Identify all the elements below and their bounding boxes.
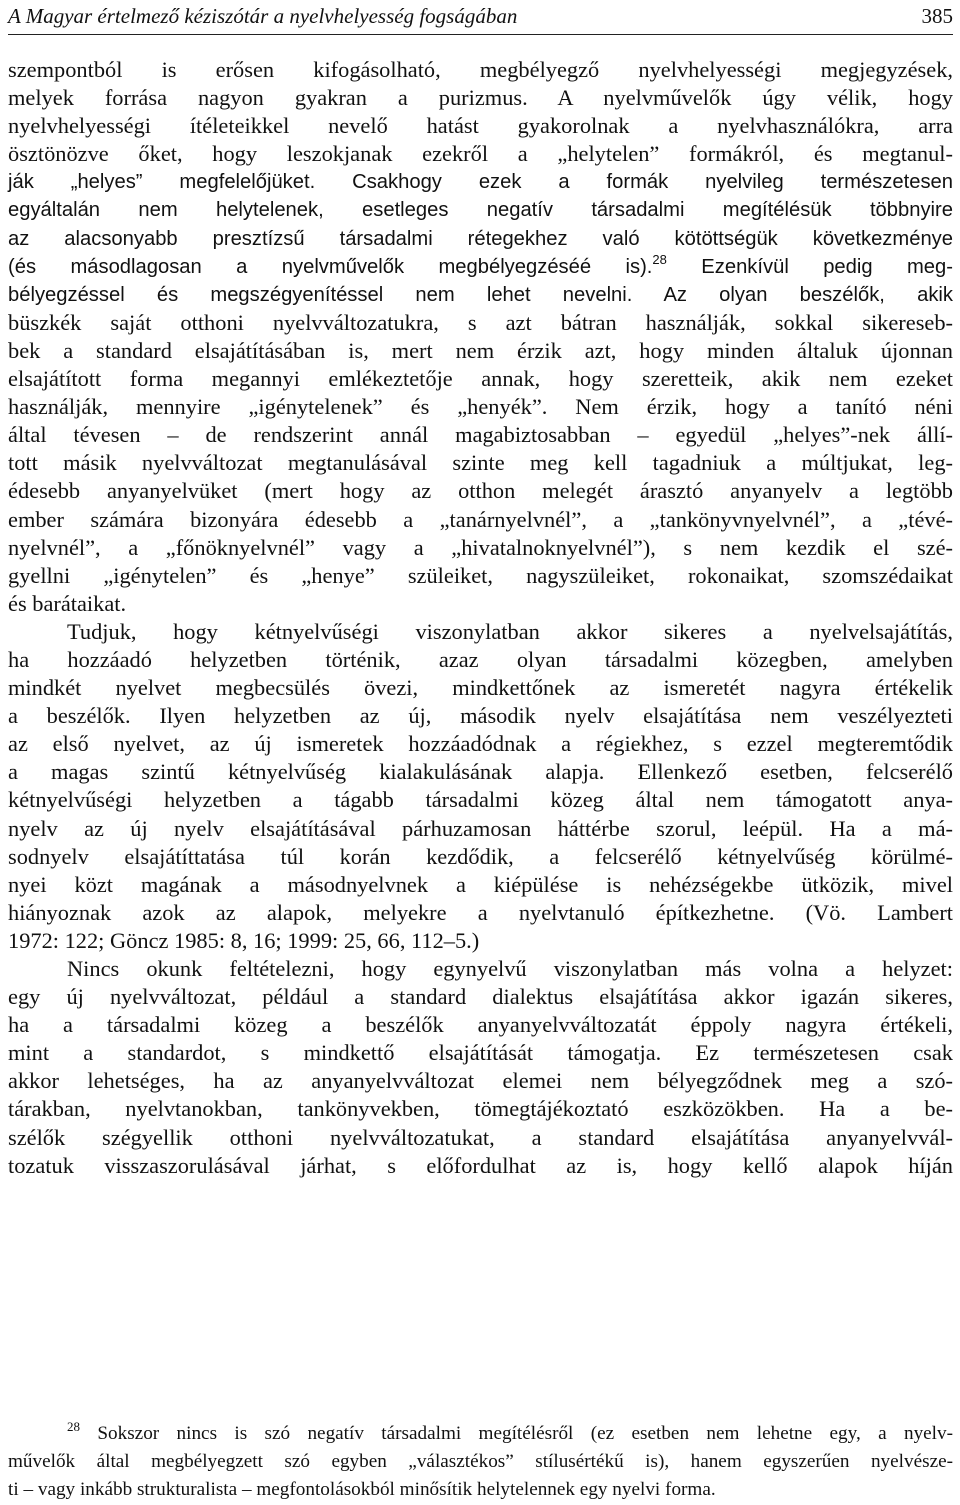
text-line: hiányoznak azok az alapok, melyekre a nyelvtanuló építkezhetne. (Vö. Lambert [8, 899, 953, 925]
footnote-number: 28 [67, 1419, 80, 1434]
text-segment: annál magabiztosabban – egyedül „helyes”-nek állí- [352, 422, 953, 448]
document-page [8, 0, 953, 1505]
text-line: kétnyelvűségi helyzetben a tágabb társadalmi közeg által nem támogatott anya- [8, 787, 953, 813]
text-line: egy új nyelvváltozat, például a standard dialektus elsajátítása akkor igazán sikeres, [8, 984, 953, 1010]
text-segment: rendszerint [253, 422, 353, 448]
text-line: Tudjuk, hogy kétnyelvűségi viszonylatban akkor sikeres a nyelvelsajátítás, [67, 618, 953, 644]
footnote-reference: 28 [652, 251, 667, 267]
text-line: mindkét nyelvet megbecsülés övezi, mindkettőnek az ismeretét nagyra értékelik [8, 675, 953, 701]
text-segment: által tévesen – de [8, 422, 254, 448]
running-header [8, 0, 953, 35]
text-line [8, 421, 953, 449]
text-line: a magas szintű kétnyelvűség kialakulásának alapja. Ellenkező esetben, felcserélő [8, 759, 953, 785]
text-line: a beszélők. Ilyen helyzetben az új, második nyelv elsajátítása nem veszélyezteti [8, 703, 953, 729]
text-line: nyelv az új nyelv elsajátításával párhuzamosan háttérbe szorul, leépül. Ha a má- [8, 815, 953, 841]
text-line: nyei közt magának a másodnyelvnek a kiépülése is nehézségekbe ütközik, mivel [8, 871, 953, 897]
body-text [8, 56, 953, 1180]
footnote-text: Sokszor nincs is szó negatív társadalmi megítélésről (ez esetben nem lehetne egy, a nyelv- [97, 1423, 953, 1444]
text-line: és barátaikat. [8, 590, 127, 616]
text-line-with-note [8, 253, 953, 281]
footnote-line [8, 1420, 953, 1448]
text-line: ember számára bizonyára édesebb a „tanárnyelvnél”, a „tankönyvnyelvnél”, a „tévé- [8, 506, 953, 532]
text-line: tozatuk visszaszorulásával járhat, s előfordulhat az is, hogy kellő alapok híján [8, 1152, 953, 1178]
text-line: szempontból is erősen kifogásolható, megbélyegző nyelvhelyességi megjegyzések, [8, 57, 953, 82]
text-line: elsajátított forma megannyi emlékeztetője annak, hogy szeretteik, akik nem ezeket [8, 366, 953, 392]
text-line: szélők szégyellik otthoni nyelvváltozatukat, a standard elsajátítása anyanyelvvál- [8, 1124, 953, 1150]
text-line: bélyegzéssel és megszégyenítéssel nem lehet nevelni. Az olyan beszélők, akik [8, 283, 953, 306]
text-line: melyek forrása nagyon gyakran a purizmus. A nyelvművelők úgy vélik, hogy [8, 85, 953, 111]
text-segment: Ezenkívül pedig meg- [701, 255, 953, 278]
footnote [8, 1420, 953, 1504]
text-line: ösztönözve őket, hogy leszokjanak ezekről a „helytelen” formákról, és megtanul- [8, 141, 953, 167]
text-line: sodnyelv elsajátíttatása túl korán kezdődik, a felcserélő kétnyelvűség körülmé- [8, 843, 953, 869]
text-line: akkor lehetséges, ha az anyanyelvváltozat elemei nem bélyegződnek meg a szó- [8, 1068, 953, 1094]
text-line: ha a társadalmi közeg a beszélők anyanyelvváltozatát éppoly nagyra értékeli, [8, 1012, 953, 1038]
text-line: az alacsonyabb presztízsű társadalmi rétegekhez való kötöttségük következménye [8, 227, 953, 250]
text-line: büszkék saját otthoni nyelvváltozatukra, s azt bátran használják, sokkal sikereseb- [8, 309, 953, 335]
text-segment: (és másodlagosan a nyelvművelők megbélyegzéséé is). [8, 255, 653, 278]
text-line: nyelvnél”, a „főnöknyelvnél” vagy a „hivatalnoknyelvnél”), s nem kezdik el szé- [8, 534, 953, 560]
footnote-line: művelők által megbélyegzett szó egyben „választékos” stílusértékű is), hanem egyszerűen nyelvésze- [8, 1451, 953, 1472]
text-line: az első nyelvet, az új ismeretek hozzáadódnak a régiekhez, s ezzel megteremtődik [8, 731, 953, 757]
text-line: használják, mennyire „igénytelenek” és „henyék”. Nem érzik, hogy a tanító néni [8, 394, 953, 420]
text-line: nyelvhelyességi ítéleteikkel nevelő hatást gyakorolnak a nyelvhasználókra, arra [8, 113, 953, 139]
footnote-line: ti – vagy inkább strukturalista – megfontolásokból minősítik helytelennek egy nyelvi forma. [8, 1479, 716, 1500]
text-line: ha hozzáadó helyzetben történik, azaz olyan társadalmi közegben, amelyben [8, 646, 953, 672]
text-line: édesebb anyanyelvüket (mert hogy az otthon melegét árasztó anyanyelv a legtöbb [8, 478, 953, 504]
text-line: 1972: 122; Göncz 1985: 8, 16; 1999: 25, 66, 112–5.) [8, 927, 480, 953]
text-line: tott másik nyelvváltozat megtanulásával szinte meg kell tagadniuk a múltjukat, leg- [8, 450, 953, 476]
text-line: egyáltalán nem helytelenek, esetleges negatív társadalmi megítélésük többnyire [8, 199, 953, 222]
text-line: tárakban, nyelvtanokban, tankönyvekben, tömegtájékoztató eszközökben. Ha a be- [8, 1096, 953, 1122]
text-line: mint a standardot, s mindkettő elsajátítását támogatja. Ez természetesen csak [8, 1040, 953, 1066]
running-title: A Magyar értelmező kéziszótár a nyelvhelyesség fogságában [8, 4, 518, 28]
text-line: Nincs okunk feltételezni, hogy egynyelvű viszonylatban más volna a helyzet: [67, 956, 953, 981]
text-line: ják „helyes” megfelelőjüket. Csakhogy ezek a formák nyelvileg természetesen [8, 171, 953, 194]
page-number: 385 [921, 4, 953, 28]
text-line: bek a standard elsajátításában is, mert nem érzik azt, hogy minden általuk újonnan [8, 337, 953, 363]
text-line: gyellni „igénytelen” és „henye” szüleiket, nagyszüleiket, rokonaikat, szomszédaikat [8, 562, 953, 588]
